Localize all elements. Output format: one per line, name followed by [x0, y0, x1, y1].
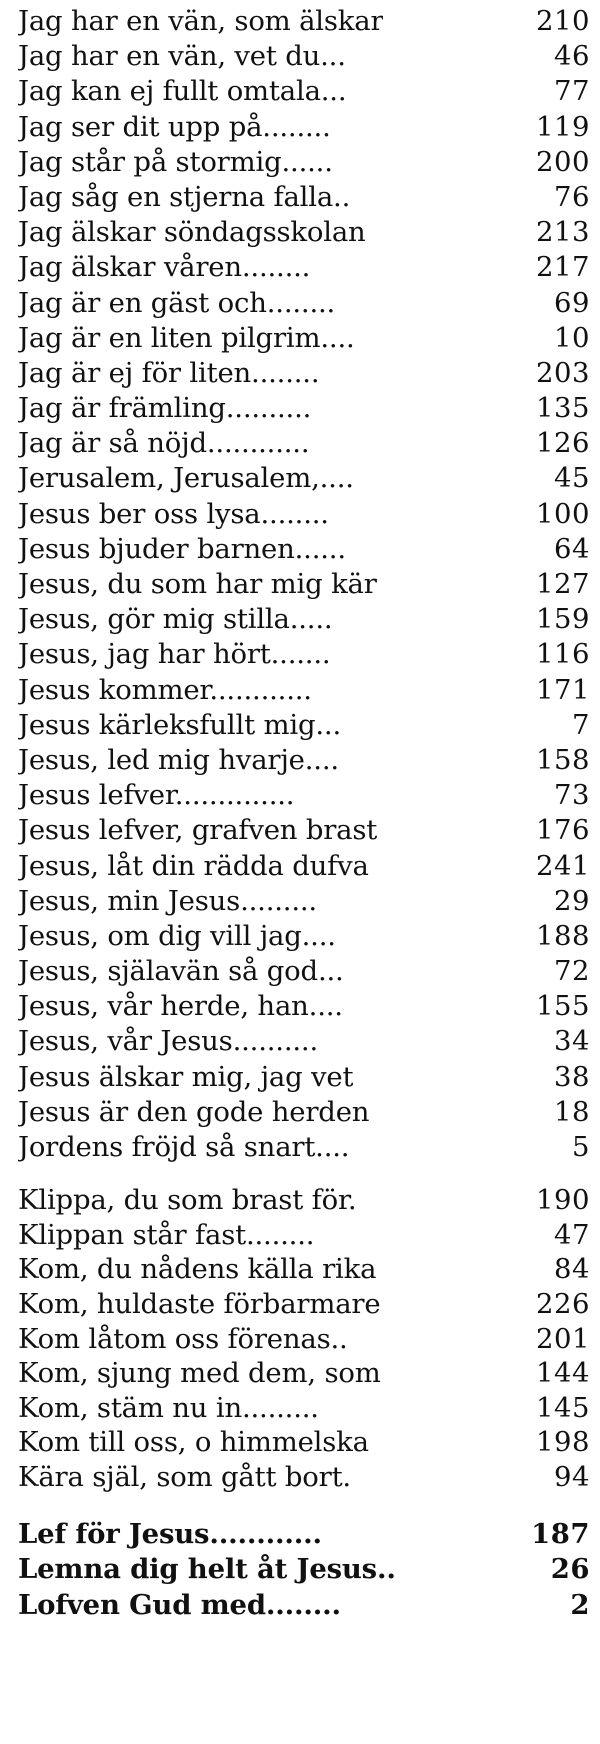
entry-page-number: 26	[550, 1553, 590, 1586]
entry-title: Lemna dig helt åt Jesus..	[18, 1553, 396, 1586]
entry-page-number: 127	[536, 568, 590, 600]
entry-page-number: 72	[554, 955, 590, 988]
index-entry	[18, 637, 590, 672]
entry-page-number: 213	[536, 216, 590, 249]
entry-page-number: 126	[536, 427, 590, 460]
entry-title: Jag har en vän, som älskar	[18, 5, 384, 37]
entry-page-number: 46	[554, 40, 590, 73]
index-entry	[18, 1218, 590, 1253]
entry-title: Kom, stäm nu in.........	[18, 1391, 319, 1424]
entry-page-number: 34	[554, 1025, 590, 1058]
entry-title: Jesus kommer............	[18, 673, 312, 706]
entry-title: Jag är en liten pilgrim....	[18, 321, 355, 354]
entry-title: Jag ser dit upp på........	[18, 110, 331, 143]
entry-page-number: 200	[536, 145, 590, 178]
entry-page-number: 45	[554, 462, 590, 495]
entry-page-number: 77	[554, 75, 590, 108]
entry-title: Jordens fröjd så snart....	[18, 1131, 350, 1163]
entry-page-number: 29	[554, 884, 590, 917]
index-entry	[18, 954, 590, 989]
index-entry	[18, 1024, 590, 1059]
entry-title: Jag är främling..........	[18, 392, 312, 425]
entry-page-number: 7	[572, 708, 590, 741]
entry-page-number: 64	[554, 532, 590, 565]
index-entry	[18, 426, 590, 461]
entry-page-number: 2	[570, 1588, 590, 1621]
index-entry	[18, 1517, 590, 1553]
entry-title: Jesus bjuder barnen......	[18, 532, 346, 565]
index-section-l	[18, 1495, 600, 1624]
entry-title: Jesus lefver..............	[18, 779, 295, 812]
index-section-j	[18, 0, 600, 1165]
entry-title: Lef för Jesus............	[18, 1517, 322, 1550]
entry-title: Jag älskar våren........	[18, 251, 311, 284]
entry-title: Jesus, vår herde, han....	[18, 990, 343, 1023]
entry-page-number: 145	[536, 1391, 590, 1424]
index-entry	[18, 74, 590, 109]
entry-title: Lofven Gud med........	[18, 1588, 341, 1621]
index-entry	[18, 1060, 590, 1095]
index-entry	[18, 1183, 590, 1218]
index-entry	[18, 110, 590, 145]
entry-page-number: 176	[536, 814, 590, 847]
entry-title: Jag är en gäst och........	[18, 286, 336, 319]
entry-page-number: 76	[554, 180, 590, 213]
entry-title: Jesus lefver, grafven brast	[18, 814, 378, 847]
entry-title: Jesus, gör mig stilla.....	[18, 603, 333, 636]
index-entry	[18, 356, 590, 391]
index-entry	[18, 1552, 590, 1588]
entry-page-number: 84	[554, 1253, 590, 1286]
entry-title: Jag såg en stjerna falla..	[18, 180, 351, 213]
entry-page-number: 217	[536, 251, 590, 284]
entry-title: Klippan står fast........	[18, 1218, 315, 1251]
entry-page-number: 38	[554, 1060, 590, 1093]
entry-title: Jesus, låt din rädda dufva	[18, 849, 369, 882]
entry-page-number: 241	[536, 849, 590, 882]
entry-title: Jag kan ej fullt omtala...	[18, 75, 347, 108]
entry-title: Jesus är den gode herden	[18, 1095, 370, 1128]
index-entry	[18, 1588, 590, 1624]
index-entry	[18, 1425, 590, 1460]
entry-title: Jag älskar söndagsskolan	[18, 216, 366, 249]
index-entry	[18, 250, 590, 285]
entry-page-number: 100	[536, 497, 590, 530]
index-entry	[18, 1322, 590, 1357]
entry-title: Jag har en vän, vet du...	[18, 40, 346, 73]
entry-title: Jag är ej för liten........	[18, 356, 320, 389]
entry-title: Klippa, du som brast för.	[18, 1184, 357, 1217]
index-entry	[18, 215, 590, 250]
entry-page-number: 73	[554, 779, 590, 812]
entry-page-number: 159	[536, 603, 590, 636]
index-entry	[18, 919, 590, 954]
entry-title: Kom låtom oss förenas..	[18, 1322, 348, 1355]
index-entry	[18, 39, 590, 74]
entry-page-number: 69	[554, 286, 590, 319]
index-entry	[18, 1356, 590, 1391]
index-entry	[18, 778, 590, 813]
entry-page-number: 188	[536, 919, 590, 952]
entry-page-number: 116	[536, 638, 590, 671]
index-entry	[18, 813, 590, 848]
entry-title: Jesus, jag har hört.......	[18, 638, 331, 671]
entry-page-number: 135	[536, 392, 590, 425]
index-entry	[18, 1287, 590, 1322]
index-entry	[18, 1391, 590, 1426]
index-entry	[18, 391, 590, 426]
entry-title: Jesus älskar mig, jag vet	[18, 1060, 354, 1093]
index-entry	[18, 321, 590, 356]
entry-title: Jesus, om dig vill jag....	[18, 919, 336, 952]
entry-page-number: 171	[536, 673, 590, 706]
entry-page-number: 187	[531, 1517, 590, 1550]
index-entry	[18, 145, 590, 180]
index-entry	[18, 989, 590, 1024]
entry-title: Jerusalem, Jerusalem,....	[18, 462, 354, 495]
index-entry	[18, 849, 590, 884]
entry-page-number: 155	[536, 990, 590, 1023]
index-entry	[18, 1252, 590, 1287]
entry-page-number: 158	[536, 743, 590, 776]
entry-title: Jesus, led mig hvarje....	[18, 743, 339, 776]
entry-title: Jesus ber oss lysa........	[18, 497, 329, 530]
entry-page-number: 5	[572, 1131, 590, 1163]
entry-title: Jesus, vår Jesus..........	[18, 1025, 318, 1058]
entry-page-number: 144	[536, 1357, 590, 1390]
index-entry	[18, 1095, 590, 1130]
entry-title: Jesus, själavän så god...	[18, 955, 344, 988]
entry-page-number: 18	[554, 1095, 590, 1128]
entry-title: Jag står på stormig......	[18, 145, 333, 178]
index-entry	[18, 532, 590, 567]
index-entry	[18, 602, 590, 637]
entry-page-number: 201	[536, 1322, 590, 1355]
entry-title: Kära själ, som gått bort.	[18, 1460, 351, 1493]
index-entry	[18, 4, 590, 39]
entry-title: Kom till oss, o himmelska	[18, 1426, 369, 1459]
entry-page-number: 226	[536, 1287, 590, 1320]
entry-page-number: 119	[536, 110, 590, 143]
entry-page-number: 10	[554, 321, 590, 354]
index-section-k	[18, 1165, 600, 1494]
entry-page-number: 198	[536, 1426, 590, 1459]
index-entry	[18, 180, 590, 215]
index-entry	[18, 673, 590, 708]
entry-page-number: 47	[554, 1218, 590, 1251]
index-entry	[18, 286, 590, 321]
index-entry	[18, 708, 590, 743]
entry-page-number: 94	[554, 1460, 590, 1493]
entry-title: Kom, du nådens källa rika	[18, 1253, 377, 1286]
entry-page-number: 210	[536, 5, 590, 37]
entry-title: Kom, sjung med dem, som	[18, 1357, 381, 1390]
index-entry	[18, 743, 590, 778]
index-entry	[18, 461, 590, 496]
index-entry	[18, 1130, 590, 1165]
entry-page-number: 203	[536, 356, 590, 389]
entry-title: Jesus kärleksfullt mig...	[18, 708, 341, 741]
index-entry	[18, 1460, 590, 1495]
entry-title: Jesus, du som har mig kär	[18, 568, 377, 600]
entry-page-number: 190	[536, 1184, 590, 1217]
index-entry	[18, 884, 590, 919]
entry-title: Jesus, min Jesus.........	[18, 884, 317, 917]
entry-title: Kom, huldaste förbarmare	[18, 1287, 381, 1320]
entry-title: Jag är så nöjd............	[18, 427, 310, 460]
index-entry	[18, 567, 590, 602]
index-entry	[18, 497, 590, 532]
